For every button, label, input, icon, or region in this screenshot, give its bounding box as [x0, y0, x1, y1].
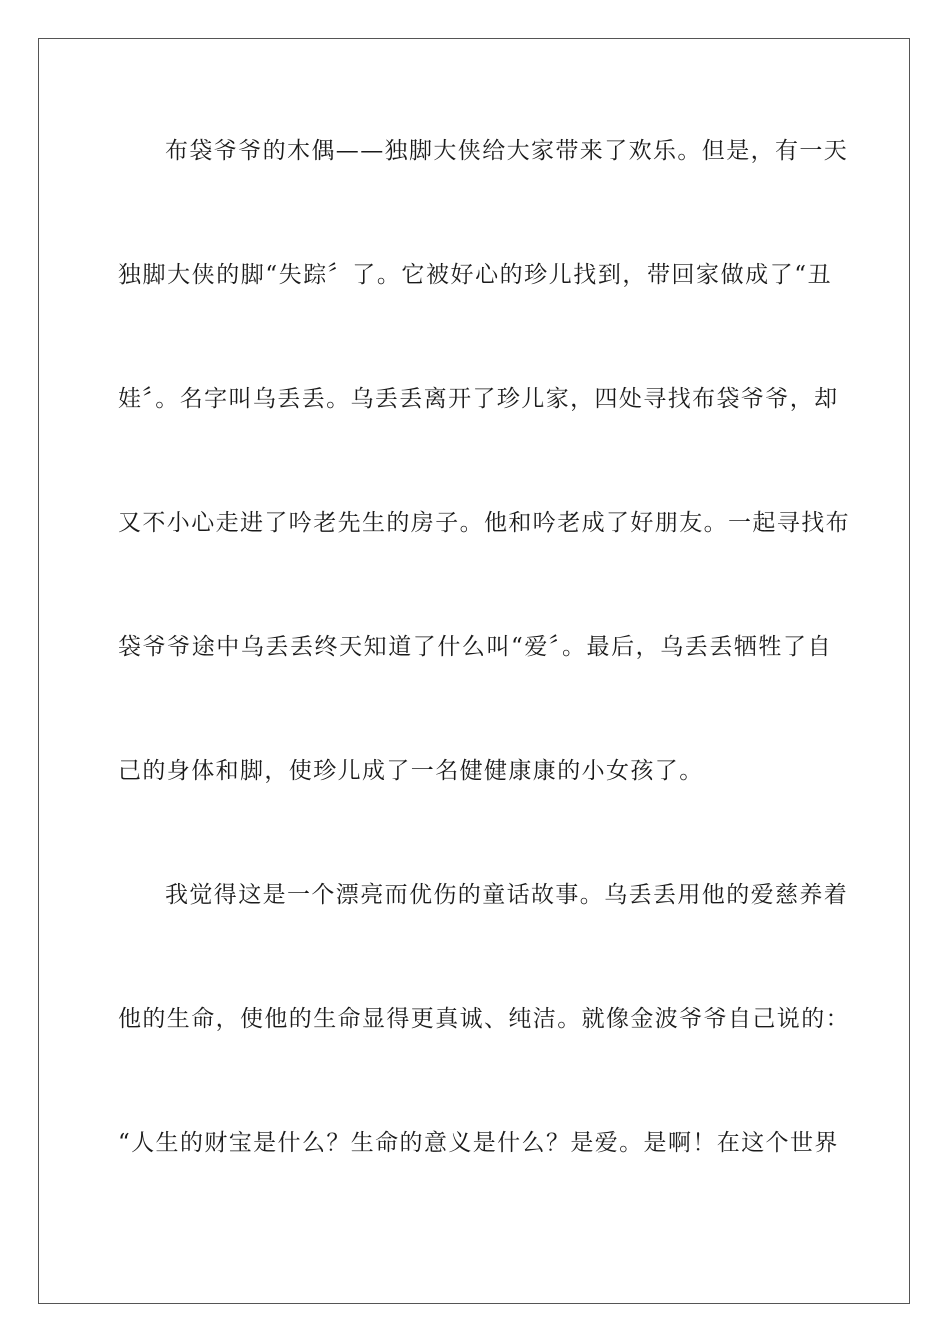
text-line: 娃〞。名字叫乌丢丢。乌丢丢离开了珍儿家，四处寻找布袋爷爷，却: [118, 386, 839, 412]
text-line: 我觉得这是一个漂亮而优伤的童话故事。乌丢丢用他的爱慈养着: [165, 882, 849, 908]
text-line: 袋爷爷途中乌丢丢终天知道了什么叫“爱〞。最后，乌丢丢牺牲了自: [118, 634, 832, 660]
text-line: 己的身体和脚，使珍儿成了一名健健康康的小女孩了。: [118, 758, 704, 784]
page-frame: [38, 38, 910, 1304]
text-line: 他的生命，使他的生命显得更真诚、纯洁。就像金波爷爷自己说的：: [118, 1006, 850, 1032]
text-line: 布袋爷爷的木偶——独脚大侠给大家带来了欢乐。但是，有一天: [165, 138, 849, 164]
text-line: “人生的财宝是什么？生命的意义是什么？是爱。是啊！在这个世界: [118, 1130, 839, 1156]
text-line: 又不小心走进了吟老先生的房子。他和吟老成了好朋友。一起寻找布: [118, 510, 850, 536]
text-line: 独脚大侠的脚“失踪〞了。它被好心的珍儿找到，带回家做成了“丑: [118, 262, 832, 288]
